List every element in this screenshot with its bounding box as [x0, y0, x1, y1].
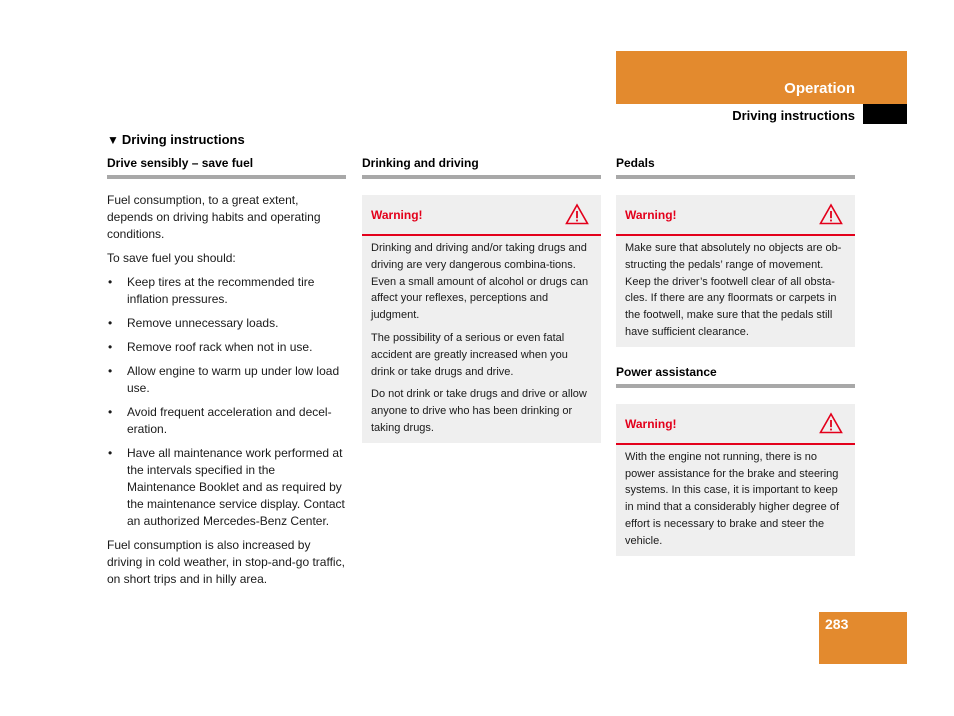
- warning-paragraph: The possibility of a serious or even fatal accident are greatly increased when you drink or take drugs and drive.: [371, 331, 568, 378]
- warning-box: [616, 404, 855, 556]
- warning-paragraph: Make sure that absolutely no objects are ob-structing the pedals’ range of movement. Keep the driver’s footwell clear of all obsta-cles. If there are any floormats or carpets in the footwell, make sure that the pedals still have sufficient clearance.: [625, 242, 842, 338]
- warning-label: Warning!: [625, 208, 677, 222]
- warning-header: [616, 195, 855, 236]
- warning-paragraph: Do not drink or take drugs and drive or allow anyone to drive who has been drinking or taking drugs.: [371, 388, 587, 434]
- warning-triangle-icon: [565, 203, 589, 225]
- heading-save-fuel: Drive sensibly – save fuel: [107, 156, 346, 179]
- paragraph-intro: Fuel consumption, to a great extent, depends on driving habits and operating conditions.: [107, 193, 321, 241]
- list-item: • Have all maintenance work performed at the intervals specified in the Maintenance Booklet and as required by the maintenance service display. Contact an authorized Mercedes-Benz Center.: [107, 445, 346, 530]
- warning-header: [616, 404, 855, 445]
- list-item: • Avoid frequent acceleration and decel-eration.: [107, 404, 346, 438]
- column-pedals: [616, 156, 855, 556]
- list-item: • Remove roof rack when not in use.: [107, 339, 346, 356]
- warning-triangle-icon: [819, 203, 843, 225]
- page-number-box: [819, 612, 907, 664]
- warning-body: [616, 236, 855, 347]
- chapter-tab-marker: [863, 104, 907, 124]
- page-number: 283: [825, 616, 849, 632]
- warning-body: [616, 445, 855, 556]
- warning-paragraph: Drinking and driving and/or taking drugs and driving are very dangerous combina-tions. Even a small amount of alcohol or drugs can affect your reflexes, perceptions and judgment.: [371, 242, 589, 322]
- list-item: • Remove unnecessary loads.: [107, 315, 346, 332]
- column-save-fuel: [107, 156, 346, 588]
- column-drinking-driving: [362, 156, 601, 443]
- fuel-tips-list: [107, 274, 346, 530]
- warning-header: [362, 195, 601, 236]
- warning-box: [362, 195, 601, 443]
- warning-triangle-icon: [819, 412, 843, 434]
- heading-power-assistance: Power assistance: [616, 365, 855, 388]
- section-marker-icon: ▼: [107, 133, 119, 147]
- warning-box: [616, 195, 855, 347]
- chapter-title: Operation: [784, 80, 855, 97]
- paragraph-lead: To save fuel you should:: [107, 251, 236, 265]
- heading-pedals: Pedals: [616, 156, 855, 179]
- section-title-text: Driving instructions: [121, 132, 245, 147]
- warning-body: [362, 236, 601, 443]
- warning-label: Warning!: [625, 416, 677, 431]
- subchapter-title: Driving instructions: [732, 108, 855, 123]
- warning-label: Warning!: [371, 208, 423, 222]
- warning-paragraph: With the engine not running, there is no power assistance for the brake and steering systems. In this case, it is important to keep in mind that a considerably higher degree of effort is necessary to brake and steer the vehicle.: [625, 450, 840, 547]
- heading-drinking-driving: Drinking and driving: [362, 156, 601, 179]
- paragraph-closing: Fuel consumption is also increased by driving in cold weather, in stop-and-go traffic, on short trips and in hilly area.: [107, 538, 345, 586]
- list-item: • Keep tires at the recommended tire inflation pressures.: [107, 274, 346, 308]
- section-title: [107, 132, 245, 147]
- list-item: • Allow engine to warm up under low load use.: [107, 363, 346, 397]
- chapter-header-band: [616, 51, 907, 104]
